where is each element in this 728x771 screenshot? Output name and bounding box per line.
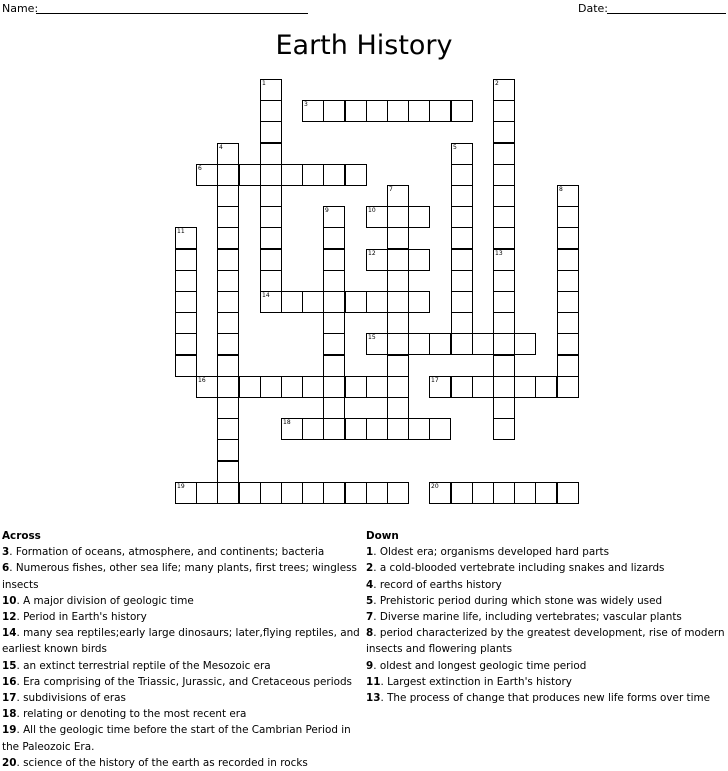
grid-cell[interactable] (451, 249, 473, 271)
grid-cell[interactable] (323, 482, 345, 504)
grid-cell[interactable] (387, 355, 409, 377)
grid-cell[interactable] (408, 291, 430, 313)
grid-cell[interactable] (217, 143, 239, 165)
clue-number: 9 (325, 207, 329, 214)
clue-num: 4 (366, 578, 374, 591)
grid-cell[interactable] (281, 376, 303, 398)
down-clue: 5. Prehistoric period during which stone was widely used (366, 594, 663, 607)
clue-num: 12 (2, 611, 17, 624)
grid-cell[interactable] (260, 185, 282, 207)
grid-cell[interactable] (366, 333, 388, 355)
clue-text: Era comprising of the Triassic, Jurassic, and Cretaceous periods (23, 675, 352, 688)
clue-num: 17 (2, 692, 17, 705)
grid-cell[interactable] (557, 185, 579, 207)
grid-cell[interactable] (196, 376, 218, 398)
grid-cell[interactable] (493, 291, 515, 313)
grid-cell[interactable] (345, 376, 367, 398)
grid-cell[interactable] (557, 206, 579, 228)
down-clue: 2. a cold-blooded vertebrate including snakes and lizards (366, 562, 665, 575)
clue-number: 12 (368, 250, 376, 257)
clue-text: Diverse marine life, including vertebrates; vascular plants (379, 611, 682, 624)
grid-cell[interactable] (387, 312, 409, 334)
clue-num: 3 (2, 546, 10, 559)
grid-cell[interactable] (493, 227, 515, 249)
clue-text: an extinct terrestrial reptile of the Mesozoic era (23, 659, 271, 672)
grid-cell[interactable] (302, 291, 324, 313)
date-label: Date: (578, 2, 608, 15)
grid-cell[interactable] (302, 376, 324, 398)
clue-num: 20 (2, 756, 17, 769)
grid-cell[interactable] (387, 482, 409, 504)
down-clues (366, 528, 726, 706)
grid-cell[interactable] (175, 270, 197, 292)
grid-cell[interactable] (217, 418, 239, 440)
grid-cell[interactable] (217, 312, 239, 334)
grid-cell[interactable] (217, 270, 239, 292)
grid-cell[interactable] (493, 418, 515, 440)
grid-cell[interactable] (302, 100, 324, 122)
grid-cell[interactable] (323, 418, 345, 440)
grid-cell[interactable] (493, 249, 515, 271)
grid-cell[interactable] (323, 291, 345, 313)
grid-cell[interactable] (557, 333, 579, 355)
grid-cell[interactable] (493, 185, 515, 207)
grid-cell[interactable] (493, 376, 515, 398)
across-clue: 18. relating or denoting to the most recent era (2, 708, 247, 721)
grid-cell[interactable] (451, 185, 473, 207)
grid-cell[interactable] (366, 291, 388, 313)
clue-text: Largest extinction in Earth's history (387, 675, 572, 688)
grid-cell[interactable] (387, 100, 409, 122)
across-clue: 16. Era comprising of the Triassic, Jurassic, and Cretaceous periods (2, 675, 352, 688)
clue-number: 6 (198, 165, 202, 172)
grid-cell[interactable] (217, 461, 239, 483)
grid-cell[interactable] (387, 376, 409, 398)
clue-num: 7 (366, 611, 374, 624)
grid-cell[interactable] (260, 376, 282, 398)
clue-text: subdivisions of eras (23, 692, 126, 705)
grid-cell[interactable] (493, 143, 515, 165)
grid-cell[interactable] (302, 164, 324, 186)
clue-text: period characterized by the greatest development, rise of modern insects and flowering plants (366, 627, 725, 656)
grid-cell[interactable] (472, 333, 494, 355)
clue-num: 6 (2, 562, 10, 575)
grid-cell[interactable] (514, 333, 536, 355)
clue-number: 19 (177, 483, 185, 490)
grid-cell[interactable] (387, 249, 409, 271)
clue-number: 10 (368, 207, 376, 214)
grid-cell[interactable] (493, 164, 515, 186)
across-clue: 6. Numerous fishes, other sea life; many plants, first trees; wingless insects (2, 562, 357, 591)
grid-cell[interactable] (260, 121, 282, 143)
grid-cell[interactable] (196, 482, 218, 504)
grid-cell[interactable] (260, 291, 282, 313)
grid-cell[interactable] (260, 482, 282, 504)
grid-cell[interactable] (387, 418, 409, 440)
grid-cell[interactable] (557, 355, 579, 377)
grid-cell[interactable] (493, 100, 515, 122)
grid-cell[interactable] (323, 397, 345, 419)
grid-cell[interactable] (514, 376, 536, 398)
grid-cell[interactable] (557, 482, 579, 504)
grid-cell[interactable] (557, 227, 579, 249)
grid-cell[interactable] (387, 291, 409, 313)
grid-cell[interactable] (408, 249, 430, 271)
grid-cell[interactable] (175, 333, 197, 355)
clue-num: 10 (2, 594, 17, 607)
grid-cell[interactable] (217, 397, 239, 419)
grid-cell[interactable] (472, 482, 494, 504)
grid-cell[interactable] (260, 79, 282, 101)
clue-num: 9 (366, 659, 374, 672)
grid-cell[interactable] (323, 376, 345, 398)
across-clue: 20. science of the history of the earth as recorded in rocks (2, 756, 308, 769)
clue-num: 2 (366, 562, 374, 575)
grid-cell[interactable] (387, 227, 409, 249)
grid-cell[interactable] (260, 143, 282, 165)
grid-cell[interactable] (217, 333, 239, 355)
grid-cell[interactable] (196, 164, 218, 186)
grid-cell[interactable] (366, 206, 388, 228)
clue-num: 5 (366, 594, 374, 607)
grid-cell[interactable] (493, 79, 515, 101)
grid-cell[interactable] (175, 312, 197, 334)
grid-cell[interactable] (217, 164, 239, 186)
across-clue: 3. Formation of oceans, atmosphere, and continents; bacteria (2, 546, 325, 559)
grid-cell[interactable] (217, 227, 239, 249)
clue-text: record of earths history (379, 578, 502, 591)
clue-num: 11 (366, 675, 381, 688)
grid-cell[interactable] (281, 418, 303, 440)
clue-text: Formation of oceans, atmosphere, and continents; bacteria (15, 546, 325, 559)
clue-number: 8 (559, 186, 563, 193)
grid-cell[interactable] (387, 206, 409, 228)
clue-text: a cold-blooded vertebrate including snakes and lizards (379, 562, 665, 575)
grid-cell[interactable] (175, 355, 197, 377)
clue-num: 13 (366, 692, 381, 705)
across-clue: 14. many sea reptiles;early large dinosaurs; later,flying reptiles, and earliest known birds (2, 627, 360, 656)
grid-cell[interactable] (451, 482, 473, 504)
clue-text: relating or denoting to the most recent era (23, 708, 247, 721)
grid-cell[interactable] (535, 482, 557, 504)
grid-cell[interactable] (451, 291, 473, 313)
grid-cell[interactable] (175, 227, 197, 249)
across-clue: 17. subdivisions of eras (2, 692, 126, 705)
grid-cell[interactable] (217, 185, 239, 207)
clue-number: 20 (431, 483, 439, 490)
grid-cell[interactable] (217, 482, 239, 504)
grid-cell[interactable] (493, 312, 515, 334)
grid-cell[interactable] (408, 418, 430, 440)
grid-cell[interactable] (260, 164, 282, 186)
grid-cell[interactable] (323, 164, 345, 186)
down-clue: 4. record of earths history (366, 578, 502, 591)
grid-cell[interactable] (557, 291, 579, 313)
across-clue: 15. an extinct terrestrial reptile of the Mesozoic era (2, 659, 271, 672)
grid-cell[interactable] (493, 482, 515, 504)
clue-num: 14 (2, 627, 17, 640)
clue-text: Oldest era; organisms developed hard parts (379, 546, 609, 559)
down-clue: 8. period characterized by the greatest development, rise of modern insects and flowering plants (366, 627, 725, 656)
grid-cell[interactable] (217, 206, 239, 228)
clue-text: Numerous fishes, other sea life; many plants, first trees; wingless insects (2, 562, 357, 591)
clue-number: 3 (304, 101, 308, 108)
grid-cell[interactable] (366, 249, 388, 271)
grid-cell[interactable] (239, 376, 261, 398)
grid-cell[interactable] (217, 291, 239, 313)
grid-cell[interactable] (323, 333, 345, 355)
clue-text: oldest and longest geologic time period (379, 659, 587, 672)
grid-cell[interactable] (451, 312, 473, 334)
grid-cell[interactable] (557, 270, 579, 292)
grid-cell[interactable] (281, 482, 303, 504)
clue-number: 16 (198, 377, 206, 384)
grid-cell[interactable] (429, 333, 451, 355)
clue-number: 7 (389, 186, 393, 193)
grid-cell[interactable] (451, 206, 473, 228)
grid-cell[interactable] (557, 376, 579, 398)
grid-cell[interactable] (175, 291, 197, 313)
grid-cell[interactable] (408, 333, 430, 355)
grid-cell[interactable] (323, 227, 345, 249)
grid-cell[interactable] (323, 355, 345, 377)
clue-text: The process of change that produces new life forms over time (387, 692, 710, 705)
clue-text: A major division of geologic time (23, 594, 194, 607)
grid-cell[interactable] (302, 482, 324, 504)
grid-cell[interactable] (260, 227, 282, 249)
across-clues (2, 528, 362, 771)
grid-cell[interactable] (451, 227, 473, 249)
across-clue: 12. Period in Earth's history (2, 611, 147, 624)
page-title: Earth History (275, 30, 453, 61)
clue-text: many sea reptiles;early large dinosaurs; later,flying reptiles, and earliest known birds (2, 627, 360, 656)
grid-cell[interactable] (557, 249, 579, 271)
down-clue: 7. Diverse marine life, including vertebrates; vascular plants (366, 611, 682, 624)
grid-cell[interactable] (366, 482, 388, 504)
clue-number: 13 (495, 250, 503, 257)
grid-cell[interactable] (451, 164, 473, 186)
grid-cell[interactable] (260, 249, 282, 271)
grid-cell[interactable] (217, 439, 239, 461)
clue-text: All the geologic time before the start of the Cambrian Period in the Paleozoic Era. (2, 724, 351, 753)
down-clue: 9. oldest and longest geologic time period (366, 659, 587, 672)
grid-cell[interactable] (175, 482, 197, 504)
clue-number: 14 (262, 292, 270, 299)
clue-number: 11 (177, 228, 185, 235)
clue-num: 8 (366, 627, 374, 640)
grid-cell[interactable] (387, 333, 409, 355)
clue-number: 2 (495, 80, 499, 87)
grid-cell[interactable] (493, 397, 515, 419)
grid-cell[interactable] (472, 376, 494, 398)
grid-cell[interactable] (345, 291, 367, 313)
grid-cell[interactable] (493, 206, 515, 228)
grid-cell[interactable] (260, 100, 282, 122)
grid-cell[interactable] (323, 206, 345, 228)
grid-cell[interactable] (451, 270, 473, 292)
clue-num: 18 (2, 708, 17, 721)
grid-cell[interactable] (493, 333, 515, 355)
clue-text: Prehistoric period during which stone was widely used (379, 594, 663, 607)
grid-cell[interactable] (535, 376, 557, 398)
clue-number: 18 (283, 419, 291, 426)
across-clue: 19. All the geologic time before the start of the Cambrian Period in the Paleozoic Era. (2, 724, 351, 753)
clue-text: Period in Earth's history (23, 611, 147, 624)
across-clue: 10. A major division of geologic time (2, 594, 194, 607)
grid-cell[interactable] (323, 249, 345, 271)
clue-number: 17 (431, 377, 439, 384)
grid-cell[interactable] (281, 164, 303, 186)
grid-cell[interactable] (514, 482, 536, 504)
grid-cell[interactable] (217, 249, 239, 271)
down-clue: 1. Oldest era; organisms developed hard parts (366, 546, 609, 559)
grid-cell[interactable] (345, 164, 367, 186)
grid-cell[interactable] (217, 376, 239, 398)
grid-cell[interactable] (429, 482, 451, 504)
grid-cell[interactable] (493, 270, 515, 292)
clue-number: 4 (219, 144, 223, 151)
grid-cell[interactable] (387, 270, 409, 292)
grid-cell[interactable] (239, 164, 261, 186)
grid-cell[interactable] (429, 100, 451, 122)
grid-cell[interactable] (387, 185, 409, 207)
grid-cell[interactable] (345, 482, 367, 504)
clue-num: 15 (2, 659, 17, 672)
clue-num: 1 (366, 546, 374, 559)
grid-cell[interactable] (260, 270, 282, 292)
grid-cell[interactable] (260, 206, 282, 228)
grid-cell[interactable] (493, 121, 515, 143)
down-clue: 13. The process of change that produces new life forms over time (366, 692, 710, 705)
clue-number: 5 (453, 144, 457, 151)
down-clue: 11. Largest extinction in Earth's history (366, 675, 572, 688)
clue-num: 16 (2, 675, 17, 688)
grid-cell[interactable] (239, 482, 261, 504)
clue-number: 1 (262, 80, 266, 87)
grid-cell[interactable] (281, 291, 303, 313)
grid-cell[interactable] (387, 397, 409, 419)
clue-number: 15 (368, 334, 376, 341)
grid-cell[interactable] (175, 249, 197, 271)
clue-text: science of the history of the earth as recorded in rocks (23, 756, 308, 769)
grid-cell[interactable] (429, 418, 451, 440)
grid-cell[interactable] (323, 312, 345, 334)
grid-cell[interactable] (323, 270, 345, 292)
grid-cell[interactable] (366, 418, 388, 440)
grid-cell[interactable] (451, 100, 473, 122)
grid-cell[interactable] (366, 376, 388, 398)
grid-cell[interactable] (217, 355, 239, 377)
grid-cell[interactable] (451, 376, 473, 398)
grid-cell[interactable] (302, 418, 324, 440)
name-label: Name: (2, 2, 39, 15)
grid-cell[interactable] (451, 143, 473, 165)
down-heading: Down (366, 530, 399, 542)
grid-cell[interactable] (345, 100, 367, 122)
grid-cell[interactable] (408, 206, 430, 228)
grid-cell[interactable] (323, 100, 345, 122)
grid-cell[interactable] (366, 100, 388, 122)
grid-cell[interactable] (493, 355, 515, 377)
grid-cell[interactable] (408, 100, 430, 122)
across-heading: Across (2, 530, 41, 542)
grid-cell[interactable] (557, 312, 579, 334)
grid-cell[interactable] (429, 376, 451, 398)
grid-cell[interactable] (345, 418, 367, 440)
clue-num: 19 (2, 724, 17, 737)
grid-cell[interactable] (451, 333, 473, 355)
